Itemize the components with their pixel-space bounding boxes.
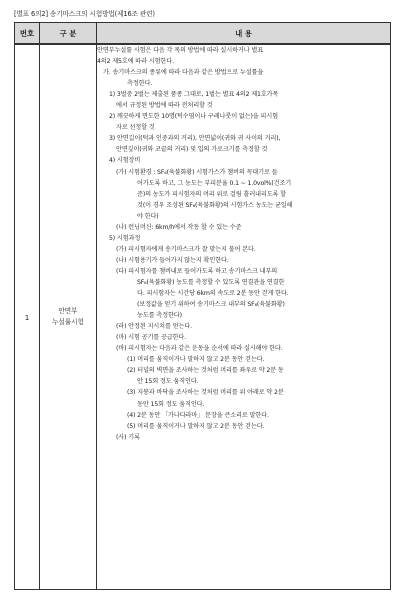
content-line: 동안 15회 정도 움직인다.	[137, 400, 205, 408]
content-line: (4) 2분 동안 「가나다라마」 문장을 큰소리로 말한다.	[127, 411, 269, 419]
header-number: 번호	[15, 23, 40, 45]
content-line: 5) 시험과정	[109, 234, 141, 242]
content-line: (3) 지붕과 바닥을 조사하는 것처럼 머리를 위 아래로 약 2분	[127, 389, 284, 397]
content-line: SF₆(육불화황) 농도를 측정할 수 있도록 연결관을 연결한	[137, 278, 285, 286]
content-line: (5) 머리를 움직이거나 말하지 않고 2분 동안 걷는다.	[127, 422, 265, 430]
content-line: 2) 깨끗하게 면도한 10명(턱수염이나 구레나룻이 없는)을 피시험	[109, 113, 278, 121]
header-category: 구 분	[40, 23, 97, 45]
content-line: (나) 런닝머신: 6km/h에서 작동 할 수 있는 수준	[116, 223, 242, 231]
test-method-table	[14, 22, 391, 590]
content-line: 에서 규정된 방법에 따라 전처리할 것	[116, 102, 213, 110]
table-caption: [별표 6의2] 송기마스크의 시험방법(제16조 관련)	[14, 10, 155, 18]
content-line: (보정값을 얻기 위하여 송기마스크 내부의 SF₆(육불화황)	[137, 301, 285, 309]
category-line: 안면부	[58, 307, 78, 315]
row-content	[97, 44, 391, 590]
content-line: (가) 피시험자에게 송기마스크가 잘 맞는지 물어 본다.	[116, 245, 256, 253]
content-line: 농도를 측정한다)	[137, 312, 182, 320]
table-header-row	[15, 23, 391, 45]
content-line: 안 15회 정도 움직인다.	[137, 378, 199, 386]
content-line: (2) 터널의 벽면을 조사하는 것처럼 머리를 좌우로 약 2분 동	[127, 367, 284, 375]
category-line: 누설률시험	[52, 318, 84, 326]
content-line: 준)의 농도가 피시험자의 머리 위로 걸림 흘러내리도록 할	[137, 190, 287, 198]
content-line: 측정한다.	[127, 80, 153, 88]
content-line: (다) 피시험자를 챔버내로 들어가도록 하고 송기마스크 내부의	[116, 267, 278, 275]
table-row	[15, 44, 391, 590]
content-line: 다. 피시험자는 시간당 6km의 속도로 2분 동안 걷게 한다.	[137, 290, 289, 298]
content-line: (1) 머리를 움직이거나 말하지 않고 2분 동안 걷는다.	[127, 356, 265, 364]
content-line: 1) 3벌중 2벌는 제출된 품종 그대로, 1벌는 별표 4의2 제1호가목	[109, 91, 279, 99]
content-line: 어가도록 하고, 그 농도는 부피분율 0.1 ~ 1.0vol%(건조기	[137, 179, 292, 187]
content-line: (바) 피시험자는 다음과 같은 운동을 순서에 따라 실시해야 한다.	[116, 345, 283, 353]
content-line: 3) 안면길이(턱과 인중과의 거리), 안면넓이(귀와 귀 사이의 거리),	[109, 135, 281, 143]
content-line: 것(이 경우 조성된 SF₆(육불화황)의 시험가스 농도는 균일해	[137, 201, 293, 209]
content-line: 안면부누설률 시험은 다음 각 목의 방법에 따라 실시하거나 별표	[97, 47, 264, 54]
row-category	[40, 44, 97, 590]
content-line: 4) 시험장비	[109, 157, 141, 165]
content-line: 안면깊이(귀와 코끝의 거리) 및 입의 가로크기를 측정할 것	[116, 146, 268, 154]
content-line: (가) 시험환경 : SF₆(육불화황) 시험가스가 챔버의 꼭대기로 들	[116, 168, 278, 176]
content-line: (마) 시험 공기를 공급한다.	[116, 334, 187, 342]
content-line: 자로 선정할 것	[116, 124, 155, 132]
content-line: (라) 안정된 지시치를 얻는다.	[116, 323, 192, 331]
content-line: 가. 송기마스크의 종류에 따라 다음과 같은 방법으로 누설률을	[103, 69, 264, 77]
content-line: (나) 시험용기가 들어가지 않는지 확인한다.	[116, 256, 229, 264]
content-line: 4의2 제5호에 따라 시험한다.	[97, 58, 174, 66]
content-lines	[97, 45, 390, 443]
header-content: 내 용	[97, 23, 391, 45]
content-line: 야 한다)	[137, 212, 159, 220]
row-number: 1	[15, 44, 40, 590]
content-line: (사) 기록	[116, 433, 140, 441]
